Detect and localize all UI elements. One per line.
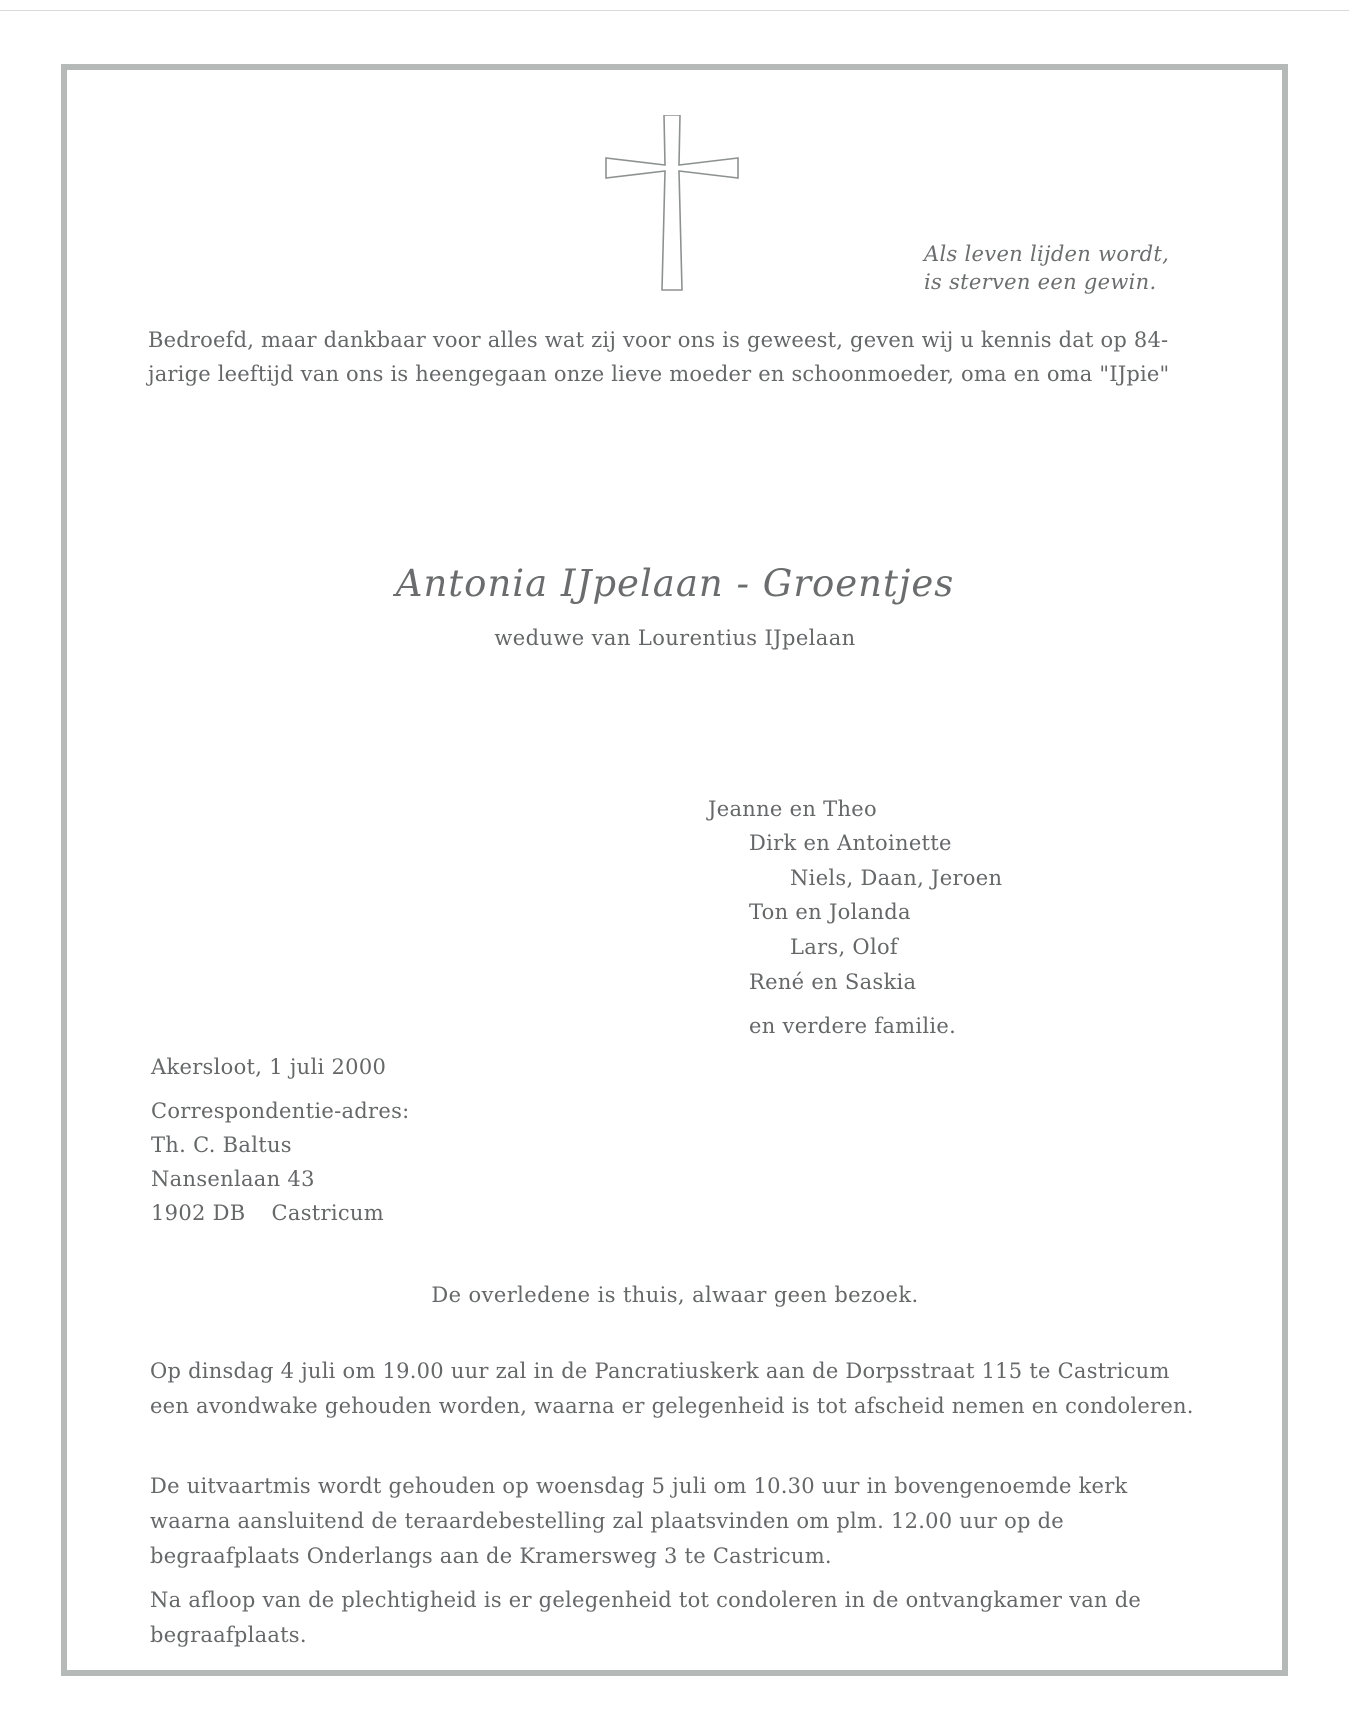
motto-line-2: is sterven een gewin. <box>924 270 1157 294</box>
family-member: Niels, Daan, Jeroen <box>790 866 1003 890</box>
deceased-subtitle: weduwe van Lourentius IJpelaan <box>494 626 856 650</box>
card-border <box>61 64 1288 1676</box>
address-city: Castricum <box>271 1201 384 1225</box>
motto-line-1: Als leven lijden wordt, <box>924 242 1170 266</box>
cross-icon <box>604 115 740 295</box>
address-street: Nansenlaan 43 <box>151 1167 315 1191</box>
announcement-intro: Bedroefd, maar dankbaar voor alles wat zij voor ons is geweest, geven wij u kennis dat op 84-jarige leeftijd van ons is heengegaan onze lieve moeder en schoonmoeder, oma en oma "IJpie" <box>148 328 1170 386</box>
motto <box>924 240 1169 296</box>
deceased-name: Antonia IJpelaan - Groentjes <box>395 562 955 605</box>
family-member: René en Saskia <box>749 970 917 994</box>
address-postcode: 1902 DB <box>151 1201 246 1225</box>
home-notice: De overledene is thuis, alwaar geen bezoek. <box>431 1283 919 1307</box>
place-date: Akersloot, 1 juli 2000 <box>151 1055 387 1079</box>
family-member: Jeanne en Theo <box>708 797 877 821</box>
family-closing: en verdere familie. <box>749 1014 957 1038</box>
address-label: Correspondentie-adres: <box>151 1099 410 1123</box>
family-member: Ton en Jolanda <box>749 900 911 924</box>
address-postcode-city <box>151 1201 384 1225</box>
funeral-paragraph: De uitvaartmis wordt gehouden op woensdag 5 juli om 10.30 uur in bovengenoemde kerk waarna aansluitend de teraardebestelling zal plaatsvinden om plm. 12.00 uur op de begraafplaats Onderlangs aan de Kramersweg 3 te Castricum. <box>150 1474 1128 1568</box>
paper-top-edge <box>0 10 1349 11</box>
address-name: Th. C. Baltus <box>151 1133 292 1157</box>
condolence-paragraph: Na afloop van de plechtigheid is er gelegenheid tot condoleren in de ontvangkamer van de begraafplaats. <box>150 1588 1142 1647</box>
family-member: Dirk en Antoinette <box>749 831 952 855</box>
family-member: Lars, Olof <box>790 935 898 959</box>
vigil-paragraph: Op dinsdag 4 juli om 19.00 uur zal in de Pancratiuskerk aan de Dorpsstraat 115 te Castricum een avondwake gehouden worden, waarna er gelegenheid is tot afscheid nemen en condoleren. <box>150 1359 1194 1418</box>
